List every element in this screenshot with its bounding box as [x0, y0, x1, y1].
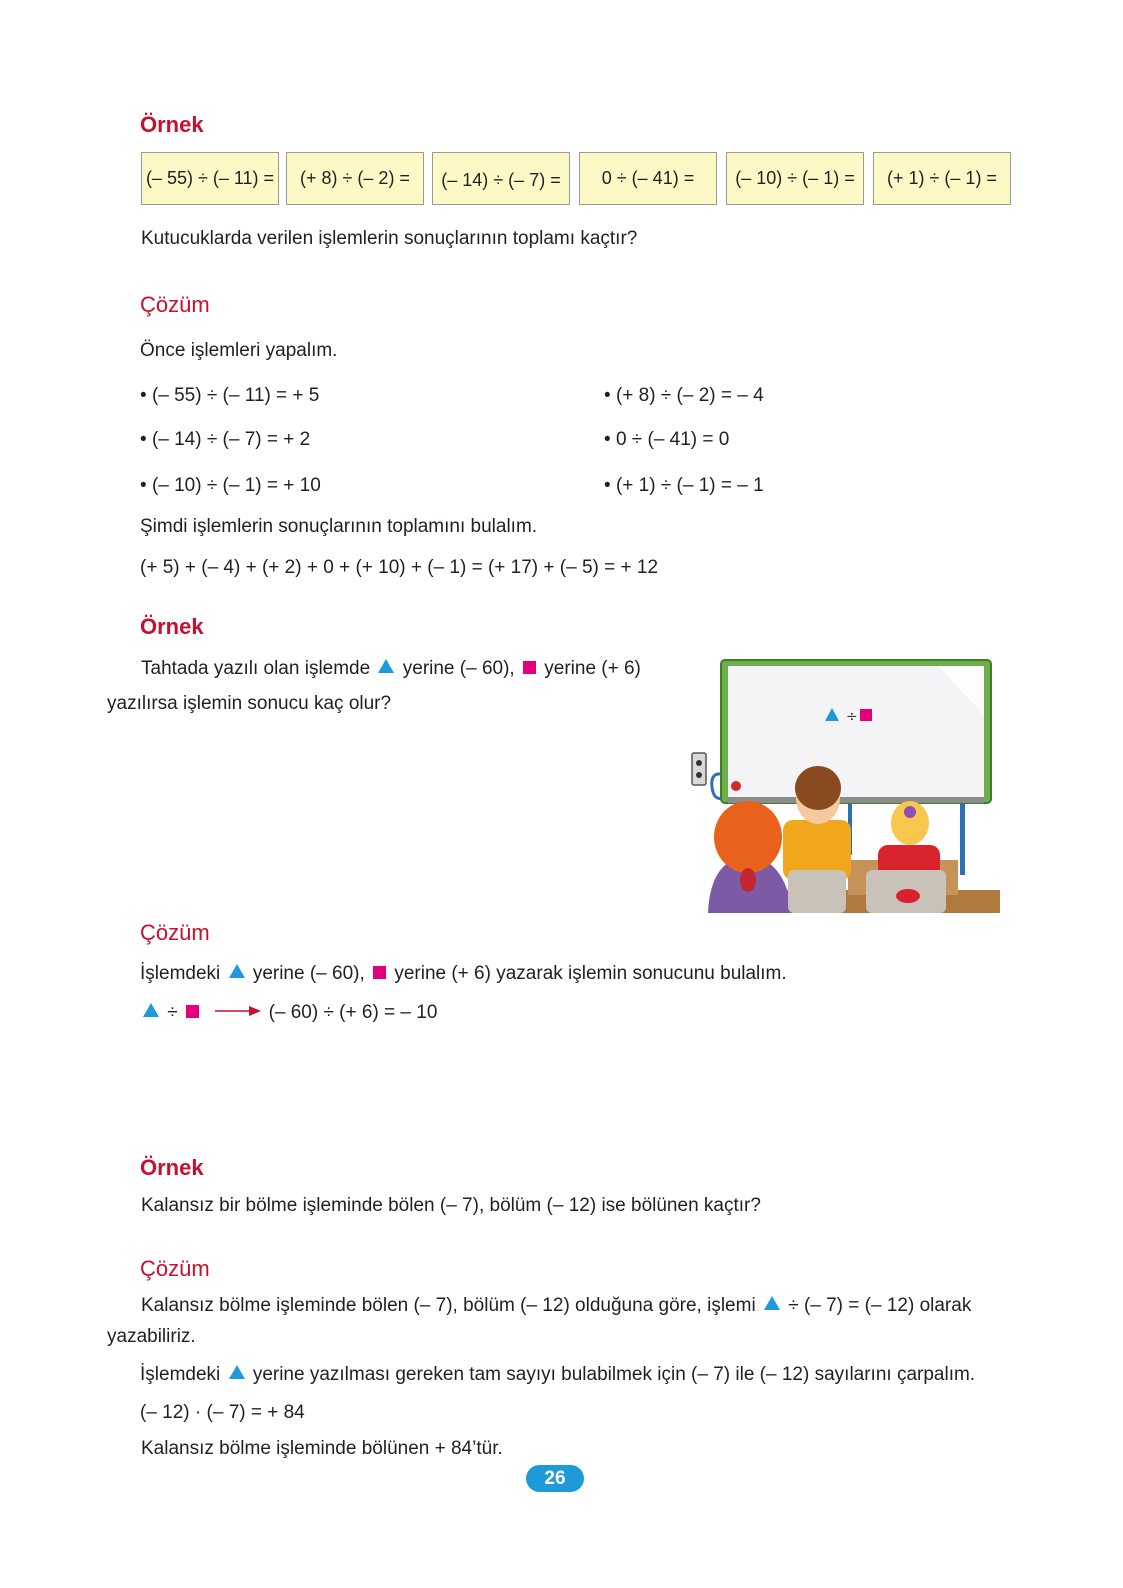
board-operator: ÷ [846, 709, 858, 725]
expression-box: (– 10) ÷ (– 1) = [726, 152, 864, 205]
triangle-icon [143, 1003, 159, 1017]
triangle-icon [764, 1296, 780, 1310]
triangle-icon [378, 659, 394, 673]
solution-text: Kalansız bölme işleminde bölen (– 7), bölüm (– 12) olduğuna göre, işlemi [141, 1295, 756, 1316]
sum-intro: Şimdi işlemlerin sonuçlarının toplamını bulalım. [140, 516, 538, 537]
solution1-heading: Çözüm [140, 292, 210, 317]
result-item: • 0 ÷ (– 41) = 0 [604, 429, 729, 451]
solution3-conclusion: Kalansız bölme işleminde bölünen + 84’tür. [141, 1438, 503, 1459]
solution2-heading: Çözüm [140, 920, 210, 945]
expression-box: (+ 8) ÷ (– 2) = [286, 152, 424, 205]
expression-box: 0 ÷ (– 41) = [579, 152, 717, 205]
solution3-paragraph1 [141, 1295, 971, 1317]
expression-box: (+ 1) ÷ (– 1) = [873, 152, 1011, 205]
solution3-paragraph1-line2: yazabiliriz. [107, 1326, 196, 1347]
result-item: • (+ 1) ÷ (– 1) = – 1 [604, 475, 764, 497]
sum-line: (+ 5) + (– 4) + (+ 2) + 0 + (+ 10) + (– 1) = (+ 17) + (– 5) = + 12 [140, 557, 659, 578]
solution2-line [140, 963, 787, 985]
operator: ÷ [167, 1002, 178, 1023]
result-item: • (– 10) ÷ (– 1) = + 10 [140, 475, 321, 497]
solution1-intro: Önce işlemleri yapalım. [140, 340, 338, 361]
solution3-paragraph2 [140, 1364, 975, 1386]
classroom-illustration [688, 655, 1000, 913]
question-text: yerine (+ 6) [544, 658, 641, 679]
solution-text: İşlemdeki [140, 1364, 221, 1385]
result-item: • (– 55) ÷ (– 11) = + 5 [140, 385, 319, 407]
solution-text: yerine yazılması gereken tam sayıyı bulabilmek için (– 7) ile (– 12) sayılarını çarpalım. [252, 1364, 976, 1385]
red-arrow-icon [215, 1005, 261, 1017]
square-icon [373, 966, 386, 979]
example3-question: Kalansız bir bölme işleminde bölen (– 7), bölüm (– 12) ise bölünen kaçtır? [141, 1195, 761, 1216]
solution3-heading: Çözüm [140, 1256, 210, 1281]
solution-text: yerine (– 60), [252, 963, 365, 984]
expression-box: (– 55) ÷ (– 11) = [141, 152, 279, 205]
solution-text: İşlemdeki [140, 963, 221, 984]
square-icon [186, 1005, 199, 1018]
square-icon [523, 661, 536, 674]
solution-text: ÷ (– 7) = (– 12) olarak [788, 1295, 972, 1316]
formula-result: (– 60) ÷ (+ 6) = – 10 [268, 1002, 438, 1023]
solution2-formula [140, 1002, 437, 1024]
example2-question-line2: yazılırsa işlemin sonucu kaç olur? [107, 693, 392, 714]
example2-heading: Örnek [140, 614, 204, 639]
question-text: yerine (– 60), [402, 658, 515, 679]
result-item: • (– 14) ÷ (– 7) = + 2 [140, 429, 310, 451]
triangle-icon [229, 1365, 245, 1379]
question-text: Tahtada yazılı olan işlemde [141, 658, 371, 679]
triangle-icon [229, 964, 245, 978]
example2-question-line1 [141, 658, 641, 680]
result-item: • (+ 8) ÷ (– 2) = – 4 [604, 385, 764, 407]
page-number-badge: 26 [526, 1465, 584, 1492]
example3-heading: Örnek [140, 1155, 204, 1180]
expression-box: (– 14) ÷ (– 7) = [432, 152, 570, 205]
solution3-calculation: (– 12) · (– 7) = + 84 [140, 1402, 305, 1423]
classroom-svg [688, 655, 1000, 913]
solution-text: yerine (+ 6) yazarak işlemin sonucunu bulalım. [394, 963, 787, 984]
example1-heading: Örnek [140, 112, 204, 137]
example1-question: Kutucuklarda verilen işlemlerin sonuçlarının toplamı kaçtır? [141, 228, 638, 249]
